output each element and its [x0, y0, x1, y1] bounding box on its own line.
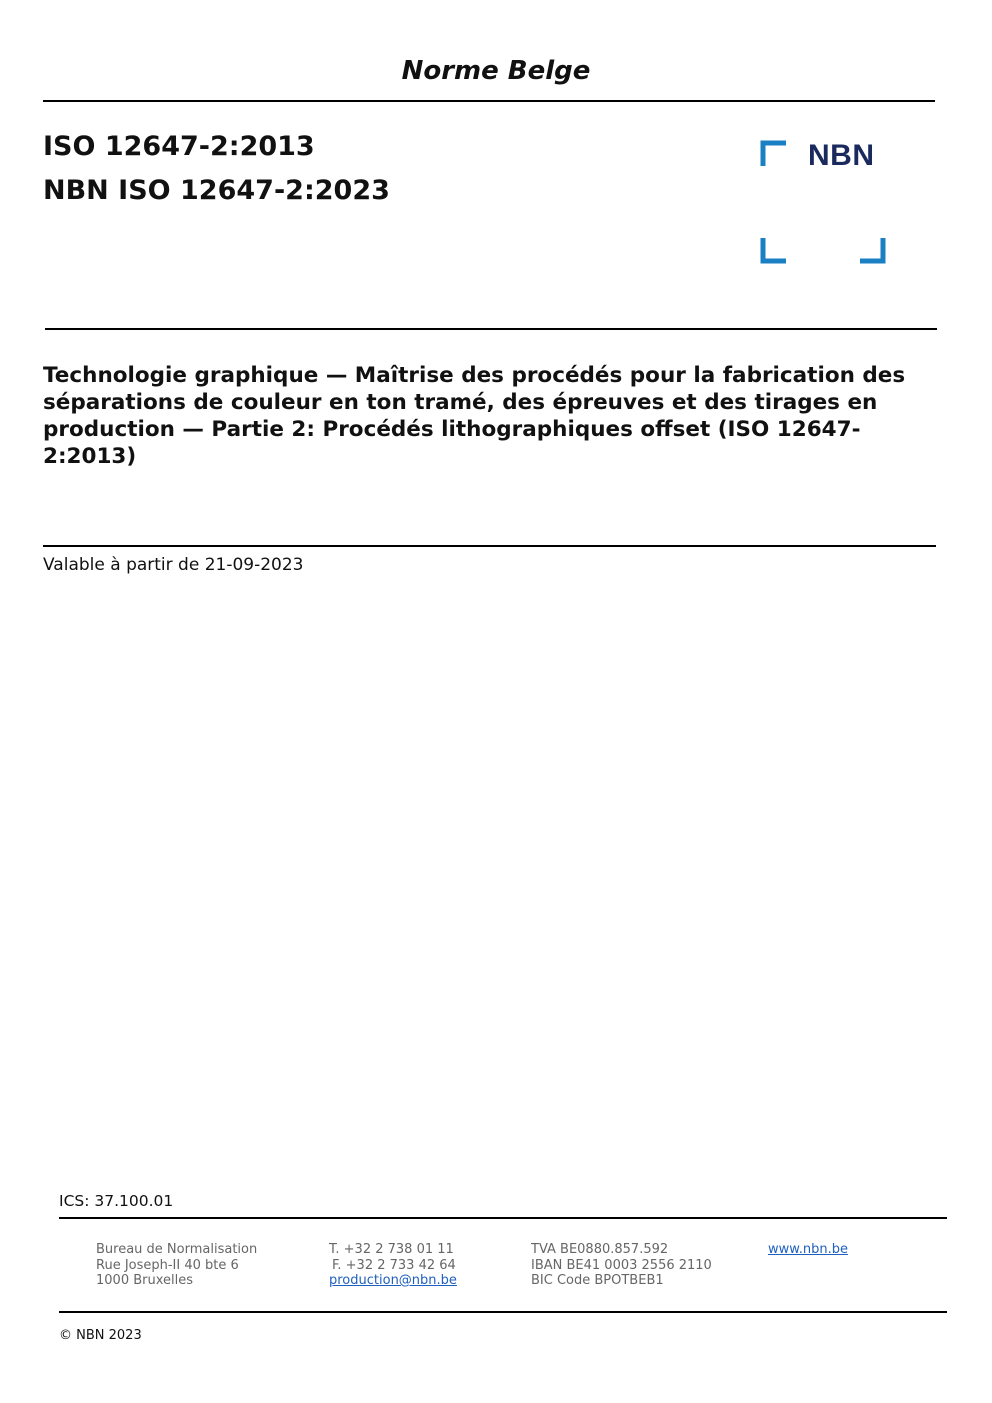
- tva-number: TVA BE0880.857.592: [531, 1242, 669, 1257]
- bank-block: [531, 1242, 712, 1289]
- address-line: 1000 Bruxelles: [96, 1273, 194, 1288]
- address-line: Bureau de Normalisation: [96, 1242, 258, 1257]
- logo-text: NBN: [808, 139, 875, 172]
- document-title: Technologie graphique — Maîtrise des procédés pour la fabrication des séparations de couleur en ton tramé, des épreuves et des tirages en production — Partie 2: Procédés lithographiques offset (ISO 12647-2:2013): [43, 363, 906, 469]
- address-block: [96, 1242, 257, 1289]
- iban-number: IBAN BE41 0003 2556 2110: [531, 1257, 712, 1273]
- iso-standard-number: ISO 12647-2:2013: [43, 131, 315, 162]
- nbn-standard-number: NBN ISO 12647-2:2023: [43, 175, 390, 206]
- phone-number: T. +32 2 738 01 11: [329, 1242, 454, 1257]
- validity-date: Valable à partir de 21-09-2023: [43, 555, 304, 575]
- bic-code: BIC Code BPOTBEB1: [531, 1273, 664, 1288]
- address-line: Rue Joseph-II 40 bte 6: [96, 1257, 239, 1273]
- ics-code: ICS: 37.100.01: [59, 1192, 174, 1210]
- header-divider: [43, 100, 935, 102]
- title-divider-bottom: [43, 545, 936, 547]
- copyright-notice: © NBN 2023: [59, 1328, 142, 1343]
- email-link[interactable]: production@nbn.be: [329, 1273, 457, 1288]
- nbn-logo: [760, 140, 886, 264]
- footer-divider-bottom: [59, 1311, 947, 1313]
- website-block: [768, 1242, 848, 1258]
- fax-number: F. +32 2 733 42 64: [332, 1257, 456, 1273]
- title-divider-top: [45, 328, 937, 330]
- phone-block: [329, 1242, 457, 1289]
- page-header-title: Norme Belge: [401, 56, 591, 86]
- website-link[interactable]: www.nbn.be: [768, 1242, 848, 1257]
- footer-divider-top: [59, 1217, 947, 1219]
